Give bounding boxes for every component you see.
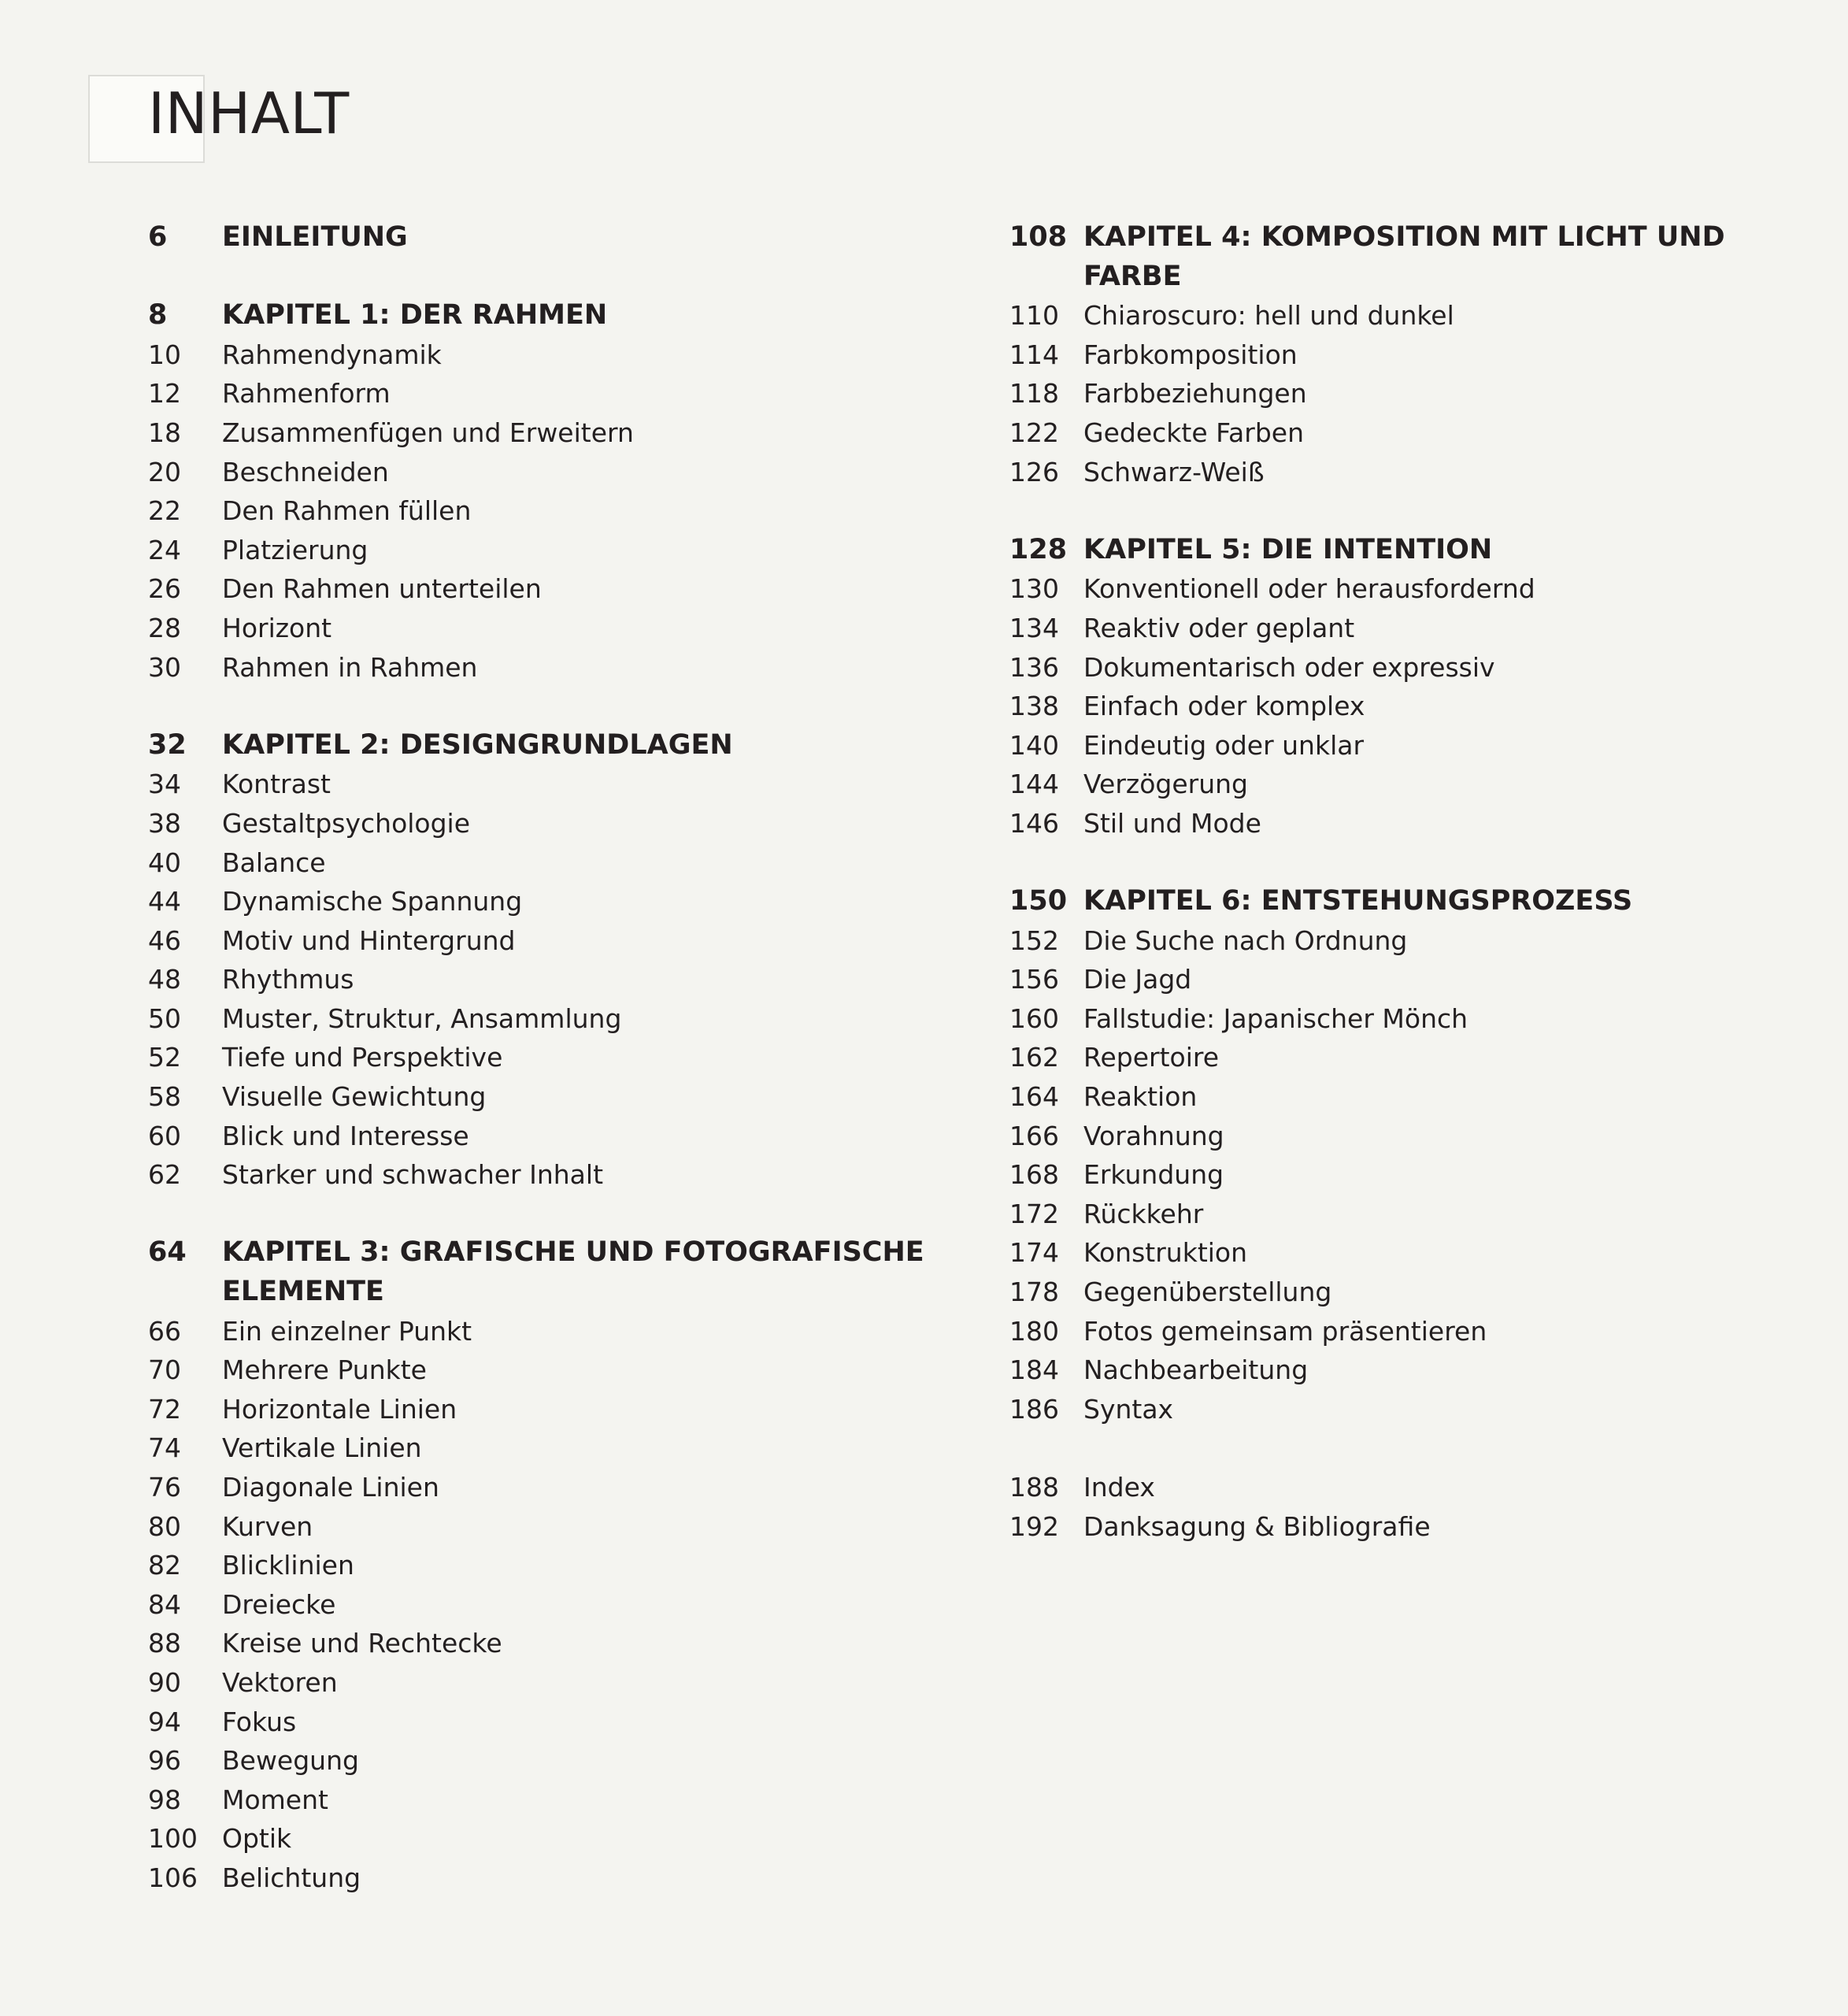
toc-page-number: 88 [148, 1628, 181, 1659]
toc-entry[interactable] [1009, 1038, 1797, 1077]
toc-entry-title: Kurven [222, 1510, 313, 1542]
toc-page-number: 150 [1009, 885, 1068, 917]
toc-entry-title: Chiaroscuro: hell und dunkel [1083, 300, 1454, 332]
toc-page-number: 188 [1009, 1472, 1059, 1503]
toc-entry[interactable] [1009, 1507, 1797, 1547]
toc-chapter[interactable] [1009, 882, 1797, 921]
toc-page-number: 192 [1009, 1510, 1059, 1542]
toc-entry[interactable] [148, 843, 935, 883]
toc-entry-title: Horizont [222, 612, 332, 643]
toc-entry-title: Blick und Interesse [222, 1120, 469, 1151]
toc-entry-title: KAPITEL 2: DESIGNGRUNDLAGEN [222, 728, 733, 761]
toc-entry-title: Muster, Struktur, Ansammlung [222, 1002, 622, 1034]
toc-entry-title: Konventionell oder herausfordernd [1083, 573, 1535, 605]
toc-chapter[interactable] [148, 218, 935, 258]
toc-page-number: 6 [148, 221, 168, 253]
toc-page-number: 40 [148, 847, 181, 878]
toc-page-number: 10 [148, 339, 181, 370]
toc-entry-title: Danksagung & Bibliografie [1083, 1510, 1431, 1542]
toc-entry-title: Ein einzelner Punkt [222, 1315, 472, 1347]
toc-entry-title: Mehrere Punkte [222, 1354, 427, 1386]
toc-entry-title: Einfach oder komplex [1083, 691, 1365, 722]
toc-entry[interactable] [148, 569, 935, 609]
toc-page-number: 44 [148, 886, 181, 917]
toc-entry-title: Horizontale Linien [222, 1393, 457, 1425]
section-gap [1009, 1429, 1797, 1468]
toc-entry-title: Optik [222, 1823, 292, 1855]
toc-entry[interactable] [148, 1781, 935, 1820]
toc-entry-title: Balance [222, 847, 326, 878]
toc-entry-title: Fokus [222, 1706, 297, 1737]
section-gap [148, 687, 935, 726]
toc-entry-title: Den Rahmen unterteilen [222, 573, 542, 605]
toc-entry-title: Eindeutig oder unklar [1083, 729, 1365, 761]
toc-entry[interactable] [148, 1351, 935, 1390]
toc-right-column [1009, 218, 1797, 1546]
toc-page-number: 96 [148, 1745, 181, 1777]
toc-page-number: 94 [148, 1706, 181, 1737]
toc-page-number: 62 [148, 1159, 181, 1191]
page-title: INHALT [148, 80, 350, 146]
toc-entry-title: Stil und Mode [1083, 807, 1261, 839]
toc-page-number: 118 [1009, 378, 1059, 410]
toc-entry-title: Gestaltpsychologie [222, 807, 471, 839]
toc-entry[interactable] [148, 1624, 935, 1663]
toc-entry[interactable] [1009, 296, 1797, 335]
toc-entry-title: Den Rahmen füllen [222, 495, 472, 527]
toc-entry[interactable] [1009, 1077, 1797, 1117]
toc-entry-title: Reaktion [1083, 1081, 1198, 1113]
toc-page-number: 46 [148, 925, 181, 956]
toc-page-number: 66 [148, 1315, 181, 1347]
toc-entry[interactable] [1009, 569, 1797, 609]
toc-page-number: 12 [148, 378, 181, 410]
toc-entry-title: Index [1083, 1472, 1155, 1503]
toc-entry[interactable] [1009, 1468, 1797, 1507]
toc-entry[interactable] [148, 374, 935, 413]
toc-entry-title: Fotos gemeinsam präsentieren [1083, 1315, 1487, 1347]
toc-entry[interactable] [1009, 609, 1797, 648]
toc-entry-title: Diagonale Linien [222, 1472, 439, 1503]
toc-entry-title: Rückkehr [1083, 1198, 1204, 1229]
toc-entry[interactable] [148, 1741, 935, 1781]
toc-entry-title: Vektoren [222, 1666, 338, 1698]
toc-page-number: 70 [148, 1354, 181, 1386]
toc-entry-title: Konstruktion [1083, 1237, 1248, 1269]
toc-page-number: 164 [1009, 1081, 1059, 1113]
toc-entry[interactable] [148, 1155, 935, 1195]
toc-page-number: 18 [148, 417, 181, 448]
toc-page-number: 100 [148, 1823, 198, 1855]
toc-entry[interactable] [148, 413, 935, 453]
toc-page-number: 134 [1009, 612, 1059, 643]
toc-entry-title: Nachbearbeitung [1083, 1354, 1309, 1386]
toc-entry[interactable] [148, 1663, 935, 1703]
toc-page-number: 48 [148, 964, 181, 995]
toc-chapter[interactable] [148, 296, 935, 335]
toc-page-number: 74 [148, 1432, 181, 1464]
toc-page-number: 76 [148, 1472, 181, 1503]
toc-entry[interactable] [148, 765, 935, 804]
toc-entry-title: Bewegung [222, 1745, 359, 1777]
toc-entry[interactable] [148, 1429, 935, 1468]
toc-entry[interactable] [1009, 1233, 1797, 1273]
toc-entry-title: Vertikale Linien [222, 1432, 422, 1464]
toc-entry-title: Vorahnung [1083, 1120, 1224, 1151]
toc-chapter[interactable] [148, 1233, 935, 1311]
toc-entry-title: Starker und schwacher Inhalt [222, 1159, 604, 1191]
toc-entry-title: Belichtung [222, 1862, 361, 1893]
toc-entry-title: Verzögerung [1083, 769, 1248, 800]
toc-entry[interactable] [148, 648, 935, 687]
toc-entry[interactable] [148, 921, 935, 961]
toc-page-number: 8 [148, 299, 168, 332]
toc-entry[interactable] [148, 1117, 935, 1156]
toc-page-number: 64 [148, 1236, 187, 1269]
toc-entry-title: Farbkomposition [1083, 339, 1298, 370]
toc-page-number: 34 [148, 769, 181, 800]
toc-page-number: 108 [1009, 221, 1068, 253]
toc-chapter[interactable] [1009, 218, 1797, 296]
toc-entry[interactable] [1009, 687, 1797, 726]
toc-page-number: 138 [1009, 691, 1059, 722]
toc-entry-title: Dynamische Spannung [222, 886, 523, 917]
toc-entry[interactable] [148, 609, 935, 648]
toc-entry-title: Zusammenfügen und Erweitern [222, 417, 634, 448]
toc-page-number: 98 [148, 1784, 181, 1815]
toc-page-number: 38 [148, 807, 181, 839]
toc-entry[interactable] [148, 1585, 935, 1625]
toc-page-number: 24 [148, 534, 181, 565]
toc-page-number: 168 [1009, 1159, 1059, 1191]
toc-entry-title: KAPITEL 3: GRAFISCHE UND FOTOGRAFISCHE ELEMENTE [222, 1236, 924, 1308]
toc-page-number: 156 [1009, 964, 1059, 995]
toc-page-number: 26 [148, 573, 181, 605]
toc-entry[interactable] [1009, 960, 1797, 999]
toc-entry-title: Reaktiv oder geplant [1083, 612, 1355, 643]
toc-page-number: 50 [148, 1002, 181, 1034]
toc-page-number: 20 [148, 456, 181, 487]
toc-chapter[interactable] [1009, 531, 1797, 570]
toc-page-number: 140 [1009, 729, 1059, 761]
toc-page-number: 90 [148, 1666, 181, 1698]
toc-entry[interactable] [1009, 413, 1797, 453]
toc-entry-title: Fallstudie: Japanischer Mönch [1083, 1002, 1468, 1034]
toc-entry[interactable] [1009, 374, 1797, 413]
toc-page-number: 52 [148, 1042, 181, 1073]
toc-page-number: 60 [148, 1120, 181, 1151]
toc-entry-title: Tiefe und Perspektive [222, 1042, 503, 1073]
toc-entry-title: Platzierung [222, 534, 368, 565]
toc-entry[interactable] [148, 1703, 935, 1742]
toc-entry-title: Rahmenform [222, 378, 391, 410]
toc-page-number: 160 [1009, 1002, 1059, 1034]
toc-page-number: 106 [148, 1862, 198, 1893]
toc-entry-title: Gegenüberstellung [1083, 1277, 1332, 1308]
toc-entry-title: Visuelle Gewichtung [222, 1081, 487, 1113]
toc-entry[interactable] [148, 1546, 935, 1585]
toc-entry[interactable] [148, 453, 935, 492]
toc-page-number: 72 [148, 1393, 181, 1425]
toc-page-number: 30 [148, 651, 181, 683]
toc-entry-title: Die Jagd [1083, 964, 1192, 995]
toc-entry-title: Gedeckte Farben [1083, 417, 1305, 448]
toc-page-number: 180 [1009, 1315, 1059, 1347]
toc-entry-title: Rhythmus [222, 964, 354, 995]
toc-entry[interactable] [1009, 453, 1797, 492]
toc-page-number: 32 [148, 728, 187, 761]
toc-entry[interactable] [1009, 921, 1797, 961]
toc-entry[interactable] [1009, 1195, 1797, 1234]
toc-page-number: 174 [1009, 1237, 1059, 1269]
toc-entry[interactable] [148, 804, 935, 843]
toc-entry-title: Rahmendynamik [222, 339, 442, 370]
toc-page-number: 144 [1009, 769, 1059, 800]
toc-entry-title: Blicklinien [222, 1550, 354, 1581]
toc-page-number: 80 [148, 1510, 181, 1542]
toc-entry[interactable] [1009, 335, 1797, 375]
toc-page-number: 122 [1009, 417, 1059, 448]
toc-entry[interactable] [1009, 999, 1797, 1039]
toc-entry-title: Die Suche nach Ordnung [1083, 925, 1408, 956]
section-gap [148, 258, 935, 297]
toc-page-number: 146 [1009, 807, 1059, 839]
toc-entry-title: Kreise und Rechtecke [222, 1628, 502, 1659]
toc-page-number: 28 [148, 612, 181, 643]
toc-page-number: 130 [1009, 573, 1059, 605]
toc-page-number: 84 [148, 1588, 181, 1620]
toc-entry-title: Repertoire [1083, 1042, 1220, 1073]
toc-page-number: 114 [1009, 339, 1059, 370]
toc-entry-title: KAPITEL 5: DIE INTENTION [1083, 533, 1493, 565]
toc-page-number: 172 [1009, 1198, 1059, 1229]
toc-entry-title: KAPITEL 6: ENTSTEHUNGSPROZESS [1083, 885, 1633, 917]
toc-page-number: 22 [148, 495, 181, 527]
toc-page-number: 152 [1009, 925, 1059, 956]
toc-entry[interactable] [148, 491, 935, 531]
toc-page-number: 128 [1009, 533, 1068, 565]
toc-page-number: 126 [1009, 456, 1059, 487]
toc-entry-title: KAPITEL 4: KOMPOSITION MIT LICHT UND FARBE [1083, 221, 1725, 292]
toc-page-number: 166 [1009, 1120, 1059, 1151]
toc-entry-title: EINLEITUNG [222, 221, 408, 253]
toc-entry-title: Erkundung [1083, 1159, 1224, 1191]
toc-entry[interactable] [1009, 1351, 1797, 1390]
toc-entry-title: KAPITEL 1: DER RAHMEN [222, 299, 608, 332]
toc-entry[interactable] [1009, 1117, 1797, 1156]
toc-entry-title: Syntax [1083, 1393, 1174, 1425]
toc-entry-title: Moment [222, 1784, 328, 1815]
toc-entry[interactable] [148, 1507, 935, 1547]
toc-entry-title: Dreiecke [222, 1588, 336, 1620]
toc-entry[interactable] [1009, 648, 1797, 687]
toc-entry[interactable] [148, 999, 935, 1039]
toc-entry[interactable] [148, 1038, 935, 1077]
toc-entry-title: Rahmen in Rahmen [222, 651, 478, 683]
toc-entry[interactable] [148, 1819, 935, 1858]
toc-page-number: 184 [1009, 1354, 1059, 1386]
toc-page-number: 178 [1009, 1277, 1059, 1308]
toc-entry-title: Beschneiden [222, 456, 389, 487]
section-gap [148, 1195, 935, 1234]
toc-entry[interactable] [1009, 726, 1797, 765]
toc-entry[interactable] [148, 1468, 935, 1507]
section-gap [1009, 843, 1797, 883]
toc-entry[interactable] [148, 1077, 935, 1117]
toc-page-number: 186 [1009, 1393, 1059, 1425]
toc-entry[interactable] [1009, 1155, 1797, 1195]
toc-page-number: 162 [1009, 1042, 1059, 1073]
toc-entry[interactable] [1009, 765, 1797, 804]
toc-entry[interactable] [148, 1858, 935, 1898]
toc-entry[interactable] [1009, 1312, 1797, 1351]
toc-entry[interactable] [148, 882, 935, 921]
toc-entry[interactable] [148, 960, 935, 999]
toc-entry-title: Farbbeziehungen [1083, 378, 1307, 410]
toc-entry[interactable] [148, 531, 935, 570]
toc-page-number: 136 [1009, 651, 1059, 683]
toc-entry-title: Schwarz-Weiß [1083, 456, 1265, 487]
toc-page-number: 58 [148, 1081, 181, 1113]
toc-entry[interactable] [148, 1312, 935, 1351]
toc-page-number: 82 [148, 1550, 181, 1581]
toc-entry[interactable] [1009, 804, 1797, 843]
section-gap [1009, 491, 1797, 531]
toc-entry[interactable] [1009, 1390, 1797, 1429]
toc-entry-title: Dokumentarisch oder expressiv [1083, 651, 1495, 683]
toc-entry[interactable] [148, 1390, 935, 1429]
toc-entry[interactable] [1009, 1273, 1797, 1312]
toc-entry[interactable] [148, 335, 935, 375]
toc-page-number: 110 [1009, 300, 1059, 332]
toc-left-column [148, 218, 935, 1898]
toc-entry-title: Motiv und Hintergrund [222, 925, 516, 956]
toc-chapter[interactable] [148, 726, 935, 765]
toc-entry-title: Kontrast [222, 769, 331, 800]
